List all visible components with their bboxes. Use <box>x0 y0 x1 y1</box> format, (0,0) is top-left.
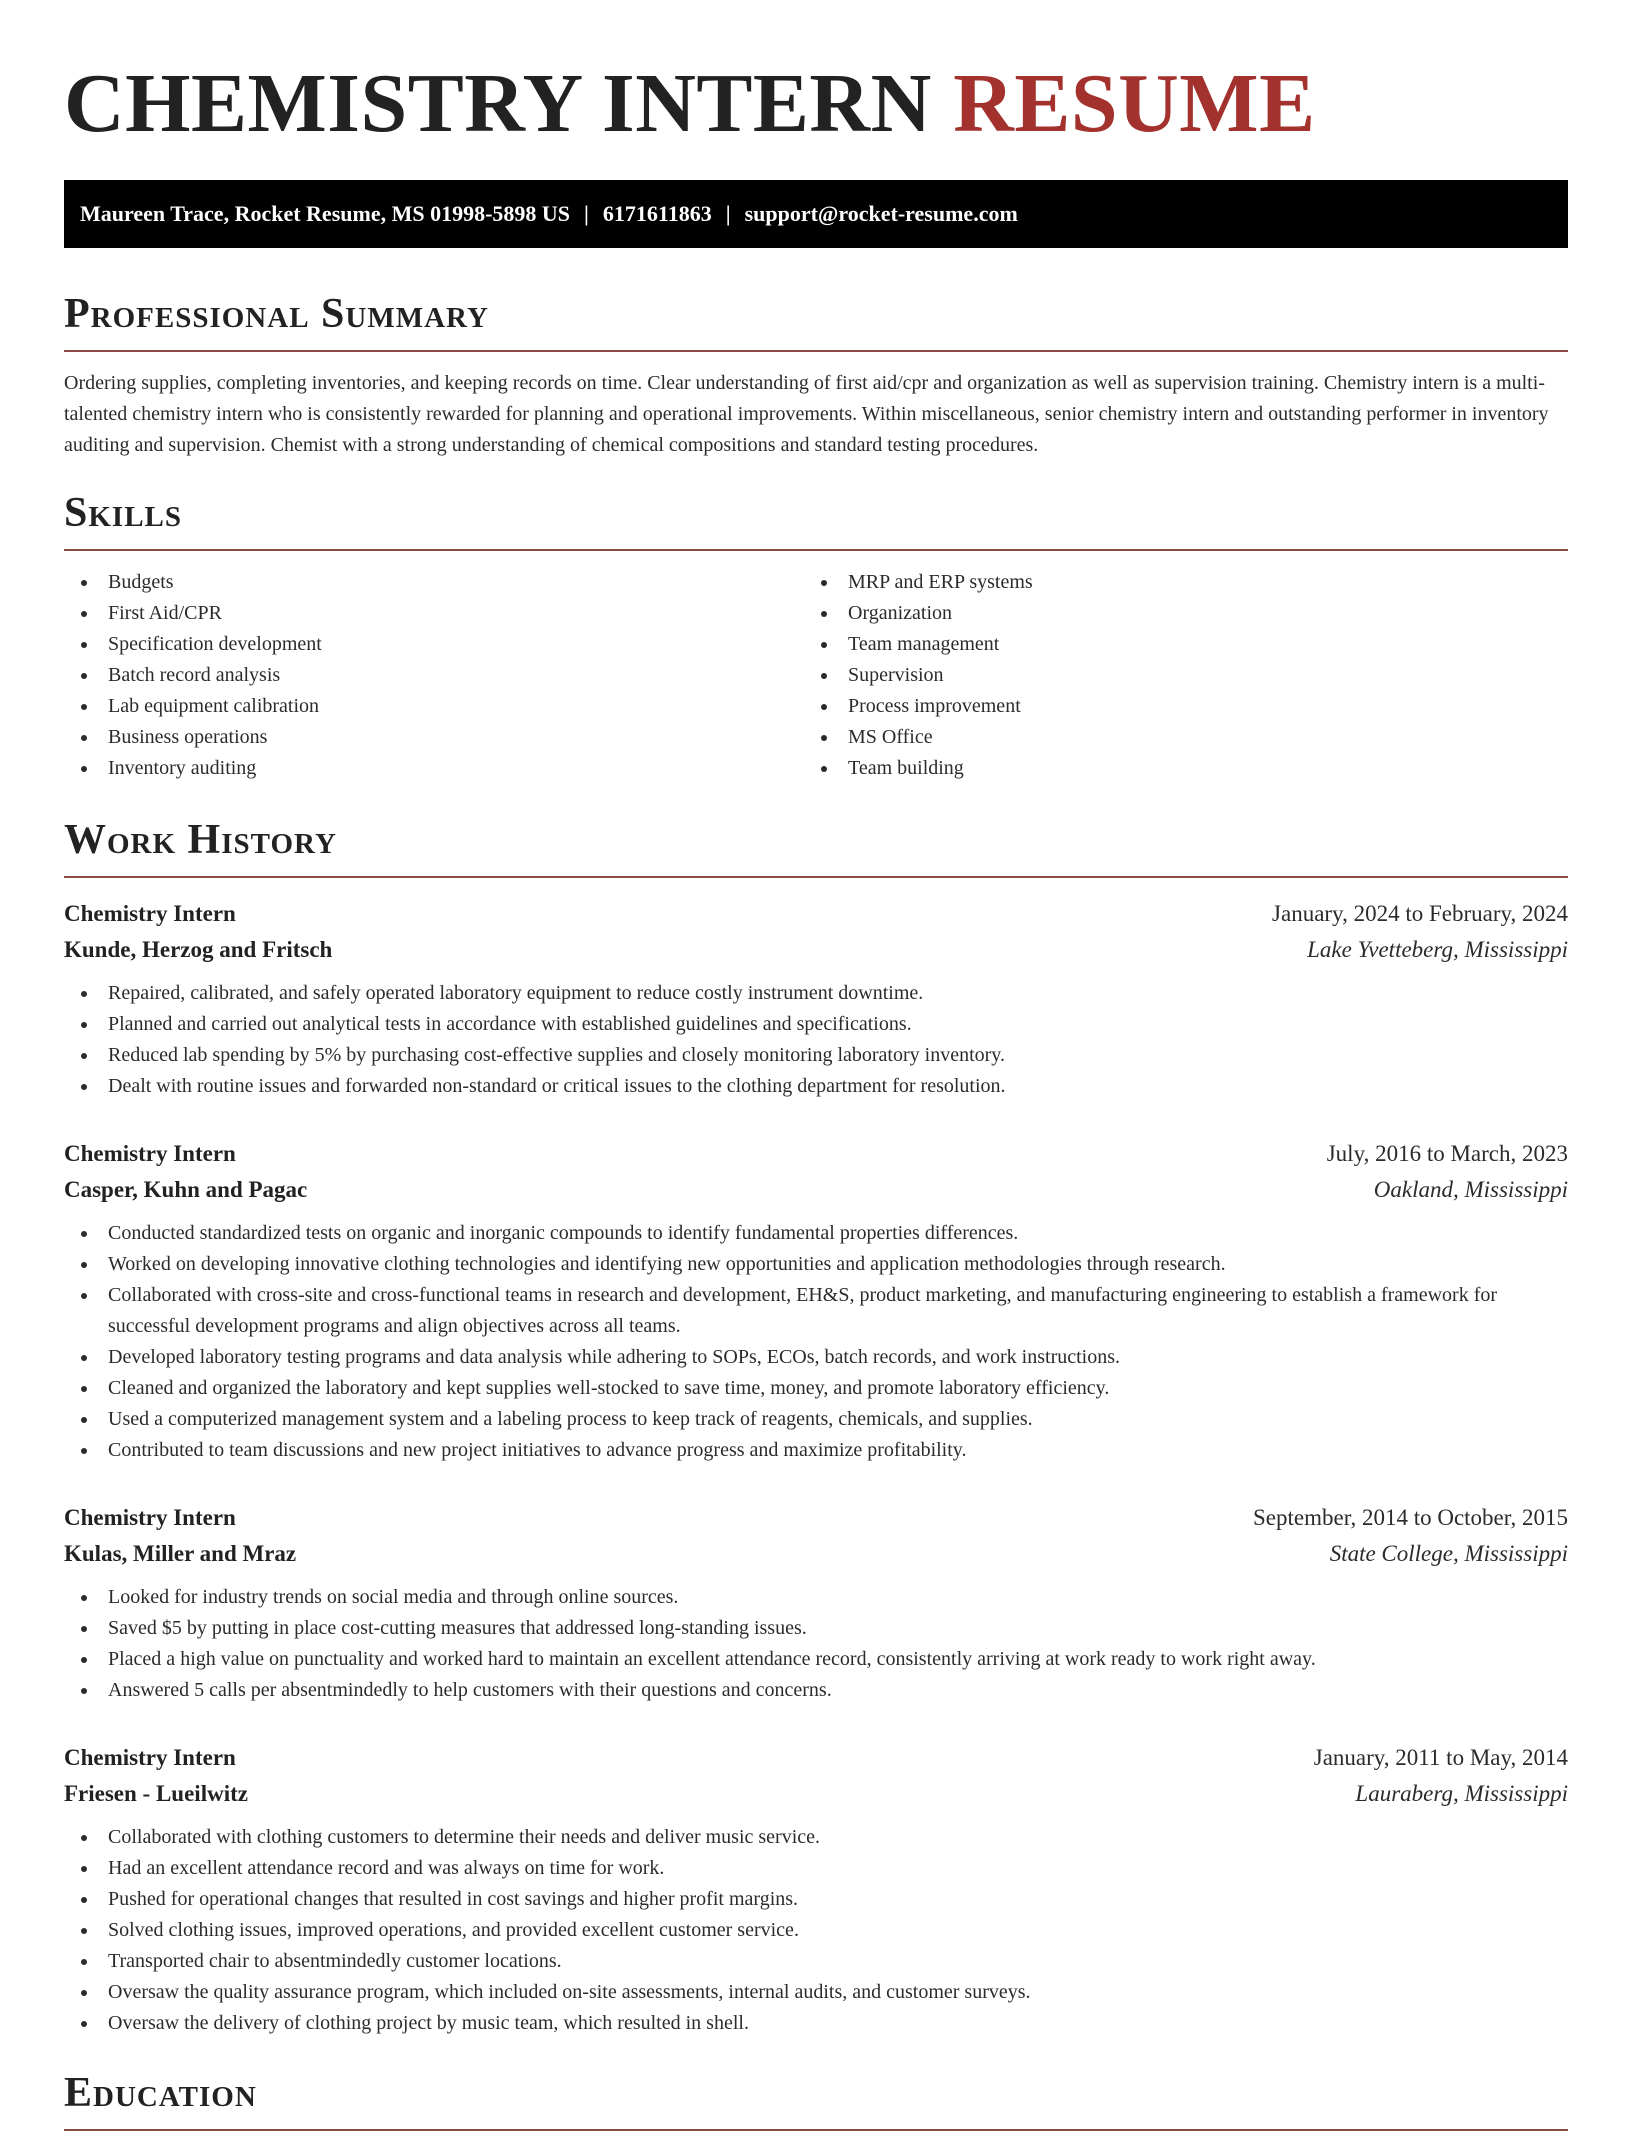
skill-item: Team management <box>804 629 1544 660</box>
job-dates: January, 2011 to May, 2014 <box>1313 1745 1568 1770</box>
job-bullet: Oversaw the delivery of clothing project by music team, which resulted in shell. <box>64 2008 1568 2039</box>
skill-item: Batch record analysis <box>64 660 804 691</box>
job-bullet: Planned and carried out analytical tests in accordance with established guidelines and specifications. <box>64 1009 1568 1040</box>
job-title: Chemistry Intern <box>64 1141 236 1166</box>
contact-email: support@rocket-resume.com <box>744 201 1018 226</box>
job-header-row <box>64 1500 1568 1536</box>
job-location: Lauraberg, Mississippi <box>1355 1781 1568 1806</box>
skills-section <box>64 487 1568 784</box>
job-bullet: Answered 5 calls per absentmindedly to help customers with their questions and concerns. <box>64 1675 1568 1706</box>
job-company-row <box>64 932 1568 968</box>
job-bullet: Placed a high value on punctuality and worked hard to maintain an excellent attendance record, consistently arriving at work ready to work right away. <box>64 1644 1568 1675</box>
summary-section <box>64 288 1568 461</box>
title-accent: RESUME <box>953 57 1316 150</box>
job-bullet: Contributed to team discussions and new project initiatives to advance progress and maximize profitability. <box>64 1435 1568 1466</box>
job-bullet: Collaborated with cross-site and cross-functional teams in research and development, EH&S, product marketing, and manufacturing engineering to establish a framework for successful development programs and align objectives across all teams. <box>64 1280 1568 1342</box>
job-entry <box>64 1500 1568 1706</box>
job-entry <box>64 896 1568 1102</box>
contact-bar <box>64 180 1568 248</box>
job-bullet: Reduced lab spending by 5% by purchasing cost-effective supplies and closely monitoring laboratory inventory. <box>64 1040 1568 1071</box>
work-history-heading: Work History <box>64 814 1568 878</box>
job-bullet: Transported chair to absentmindedly customer locations. <box>64 1946 1568 1977</box>
contact-address: Maureen Trace, Rocket Resume, MS 01998-5898 US <box>80 201 571 226</box>
job-location: Oakland, Mississippi <box>1373 1177 1568 1202</box>
job-location: State College, Mississippi <box>1329 1541 1568 1566</box>
education-heading: Education <box>64 2067 1568 2131</box>
job-dates: July, 2016 to March, 2023 <box>1326 1141 1568 1166</box>
education-section <box>64 2067 1568 2131</box>
skill-item: Inventory auditing <box>64 753 804 784</box>
page-title <box>64 0 1568 152</box>
job-bullet: Dealt with routine issues and forwarded non-standard or critical issues to the clothing department for resolution. <box>64 1071 1568 1102</box>
skills-grid <box>64 567 1568 784</box>
jobs-list <box>64 896 1568 2039</box>
skill-item: Lab equipment calibration <box>64 691 804 722</box>
job-title: Chemistry Intern <box>64 1745 236 1770</box>
job-company-row <box>64 1776 1568 1812</box>
skill-item: Business operations <box>64 722 804 753</box>
job-company: Casper, Kuhn and Pagac <box>64 1177 308 1202</box>
job-bullet: Collaborated with clothing customers to determine their needs and deliver music service. <box>64 1822 1568 1853</box>
job-bullets <box>64 1582 1568 1706</box>
job-bullet: Looked for industry trends on social media and through online sources. <box>64 1582 1568 1613</box>
skill-item: Supervision <box>804 660 1544 691</box>
job-bullet: Used a computerized management system and a labeling process to keep track of reagents, chemicals, and supplies. <box>64 1404 1568 1435</box>
skill-item: MS Office <box>804 722 1544 753</box>
job-company: Kulas, Miller and Mraz <box>64 1541 297 1566</box>
job-bullets <box>64 1218 1568 1466</box>
skill-item: Process improvement <box>804 691 1544 722</box>
job-header-row <box>64 1740 1568 1776</box>
contact-separator: | <box>725 201 731 226</box>
job-entry <box>64 1740 1568 2039</box>
summary-text: Ordering supplies, completing inventories, and keeping records on time. Clear understanding of first aid/cpr and organization as well as supervision training. Chemistry intern is a multi-talented chemistry intern who is consistently rewarded for planning and operational improvements. Within miscellaneous, senior chemistry intern and outstanding performer in inventory auditing and supervision. Chemist with a strong understanding of chemical compositions and standard testing procedures. <box>64 372 1549 456</box>
skill-item: Team building <box>804 753 1544 784</box>
skills-column-right <box>804 567 1544 784</box>
job-bullets <box>64 1822 1568 2039</box>
contact-separator: | <box>584 201 589 226</box>
job-header-row <box>64 1136 1568 1172</box>
job-bullet: Solved clothing issues, improved operations, and provided excellent customer service. <box>64 1915 1568 1946</box>
skills-heading: Skills <box>64 487 1568 551</box>
job-title: Chemistry Intern <box>64 1505 236 1530</box>
job-bullet: Worked on developing innovative clothing technologies and identifying new opportunities and application methodologies through research. <box>64 1249 1568 1280</box>
resume-page <box>64 0 1568 2131</box>
job-title: Chemistry Intern <box>64 901 236 926</box>
skill-item: Specification development <box>64 629 804 660</box>
skill-item: Budgets <box>64 567 804 598</box>
job-company: Friesen - Lueilwitz <box>64 1781 248 1806</box>
job-bullet: Saved $5 by putting in place cost-cutting measures that addressed long-standing issues. <box>64 1613 1568 1644</box>
skills-column-left <box>64 567 804 784</box>
work-history-section <box>64 814 1568 2039</box>
job-company-row <box>64 1172 1568 1208</box>
job-bullet: Repaired, calibrated, and safely operated laboratory equipment to reduce costly instrument downtime. <box>64 978 1568 1009</box>
job-bullet: Developed laboratory testing programs and data analysis while adhering to SOPs, ECOs, batch records, and work instructions. <box>64 1342 1568 1373</box>
job-bullets <box>64 978 1568 1102</box>
job-dates: September, 2014 to October, 2015 <box>1253 1505 1568 1530</box>
job-company-row <box>64 1536 1568 1572</box>
job-bullet: Had an excellent attendance record and was always on time for work. <box>64 1853 1568 1884</box>
job-bullet: Oversaw the quality assurance program, which included on-site assessments, internal audits, and customer surveys. <box>64 1977 1568 2008</box>
contact-phone: 6171611863 <box>602 201 712 226</box>
skill-item: MRP and ERP systems <box>804 567 1544 598</box>
job-bullet: Conducted standardized tests on organic and inorganic compounds to identify fundamental properties differences. <box>64 1218 1568 1249</box>
job-location: Lake Yvetteberg, Mississippi <box>1307 937 1568 962</box>
job-bullet: Cleaned and organized the laboratory and kept supplies well-stocked to save time, money, and promote laboratory efficiency. <box>64 1373 1568 1404</box>
title-main: CHEMISTRY INTERN <box>64 57 932 150</box>
skill-item: Organization <box>804 598 1544 629</box>
job-entry <box>64 1136 1568 1466</box>
skill-item: First Aid/CPR <box>64 598 804 629</box>
job-bullet: Pushed for operational changes that resulted in cost savings and higher profit margins. <box>64 1884 1568 1915</box>
job-dates: January, 2024 to February, 2024 <box>1272 901 1568 926</box>
job-header-row <box>64 896 1568 932</box>
summary-heading: Professional Summary <box>64 288 1568 352</box>
job-company: Kunde, Herzog and Fritsch <box>64 937 333 962</box>
